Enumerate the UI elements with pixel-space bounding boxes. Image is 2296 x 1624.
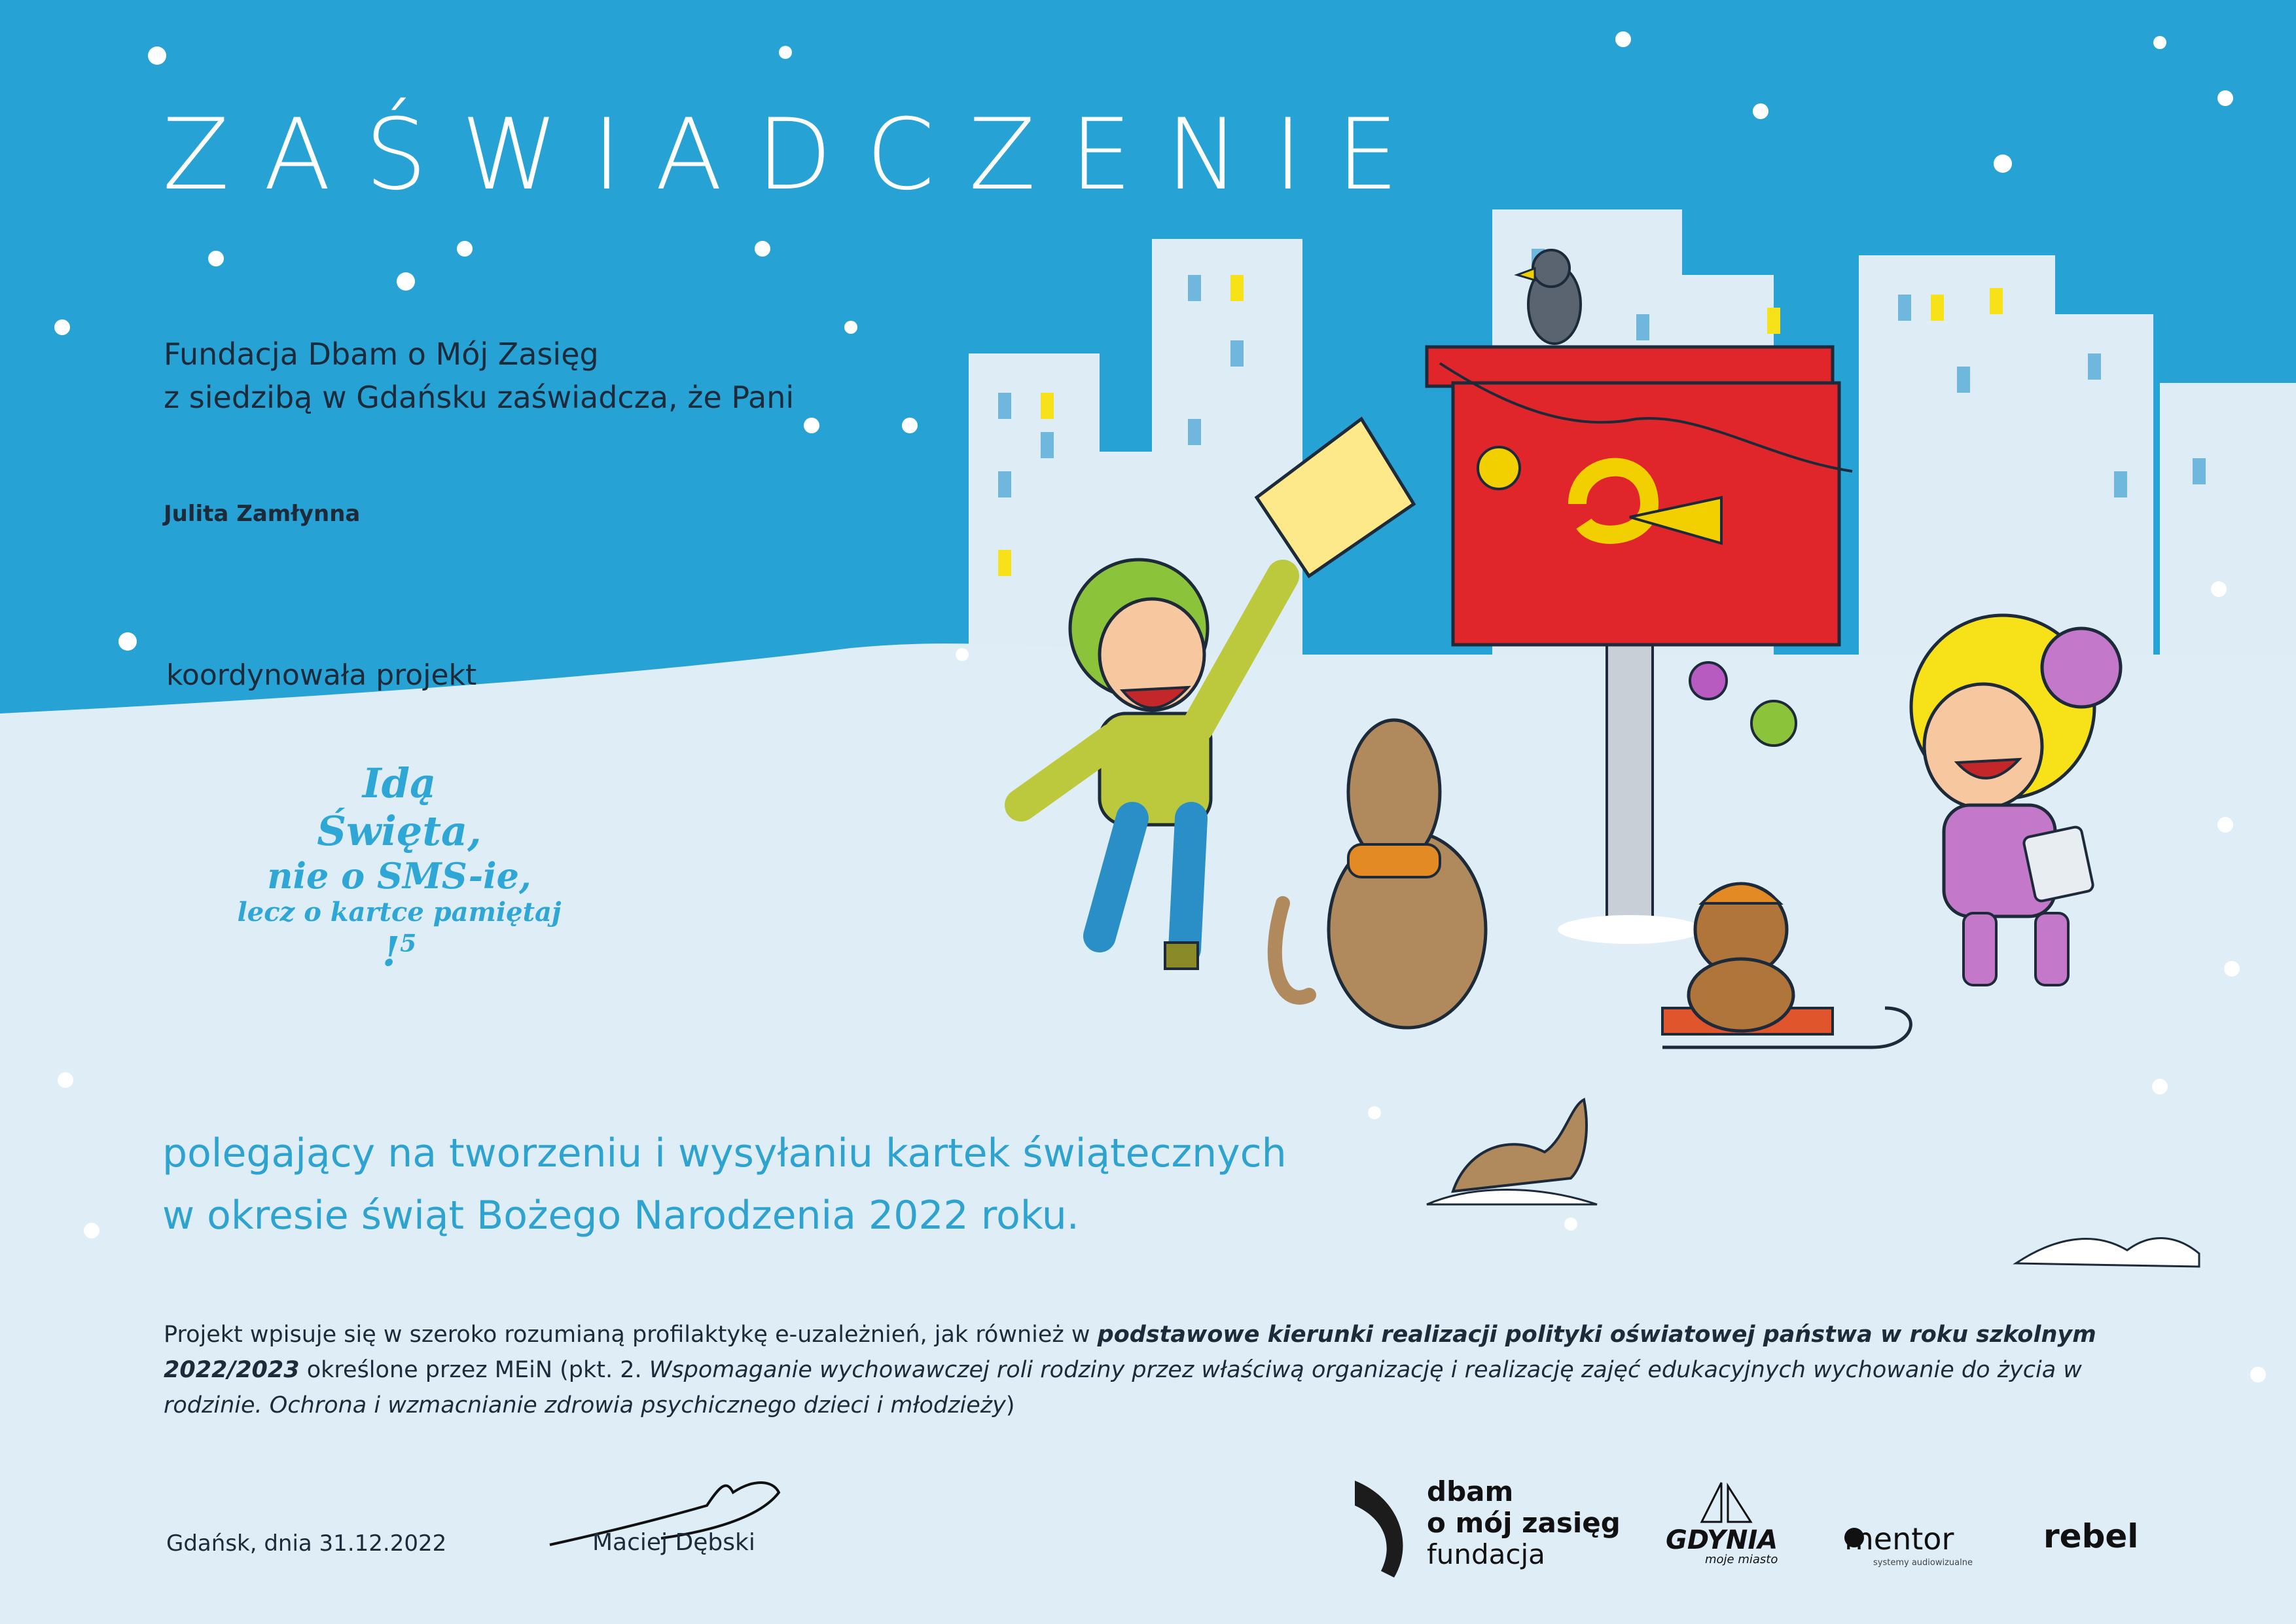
- project-edition: 5: [400, 929, 417, 958]
- mentor-tagline: systemy audiowizualne: [1873, 1558, 1973, 1568]
- gdynia-tagline: moje miasto: [1705, 1553, 1778, 1566]
- dbam-logo-line-2: o mój zasięg: [1427, 1507, 1621, 1539]
- mentor-logo: mentor: [1844, 1521, 1954, 1557]
- project-title-line-5: [216, 928, 583, 975]
- rebel-logo: rebel: [2043, 1517, 2139, 1555]
- mailbox-pole: [1607, 628, 1653, 929]
- fine-print-italic: Wspomaganie wychowawczej roli rodziny przez właściwą organizację i realizację zajęć edukacyjnych wychowanie do życia w rodzinie. Ochrona i wzmacnianie zdrowia psychicznego dzieci i młodzieży: [164, 1357, 2082, 1418]
- fine-print-part-1: Projekt wpisuje się w szeroko rozumianą profilaktykę e-uzależnień, jak również w: [164, 1322, 1098, 1348]
- signer-name: Maciej Dębski: [592, 1529, 755, 1556]
- gdynia-logo: GDYNIA: [1666, 1525, 1778, 1555]
- dbam-logo-line-1: dbam: [1427, 1475, 1514, 1507]
- date-place: Gdańsk, dnia 31.12.2022: [166, 1530, 447, 1557]
- fine-print-part-3: ): [1005, 1392, 1015, 1418]
- project-title-line-2: Święta,: [317, 807, 482, 855]
- intro-text: [164, 333, 884, 419]
- intro-line-2: z siedzibą w Gdańsku zaświadcza, że Pani: [164, 380, 795, 415]
- project-title-line-1: Idą: [362, 759, 437, 807]
- project-title: [216, 759, 583, 1100]
- description-line-2: w okresie świąt Bożego Narodzenia 2022 roku.: [162, 1193, 1079, 1238]
- project-title-line-3: nie o SMS-ie,: [267, 855, 531, 897]
- dbam-logo-line-3: fundacja: [1427, 1538, 1545, 1570]
- role-text: koordynowała projekt: [166, 659, 477, 692]
- certificate-title: ZAŚWIADCZENIE: [162, 98, 1433, 212]
- project-description: [162, 1123, 1406, 1247]
- fine-print-bold: podstawowe kierunki realizacji polityki oświatowej państwa w roku szkolnym 2022/2023: [164, 1322, 2096, 1383]
- description-line-1: polegający na tworzeniu i wysyłaniu kartek świątecznych: [162, 1130, 1287, 1176]
- dbam-logo: [1427, 1476, 1621, 1570]
- intro-line-1: Fundacja Dbam o Mój Zasięg: [164, 336, 599, 372]
- project-title-line-4: lecz o kartce pamiętaj: [237, 897, 562, 928]
- fine-print: [164, 1317, 2114, 1423]
- project-title-exclaim: !: [382, 928, 401, 975]
- recipient-name: Julita Zamłynna: [164, 501, 361, 527]
- fine-print-part-2: określone przez MEiN (pkt. 2.: [299, 1357, 649, 1383]
